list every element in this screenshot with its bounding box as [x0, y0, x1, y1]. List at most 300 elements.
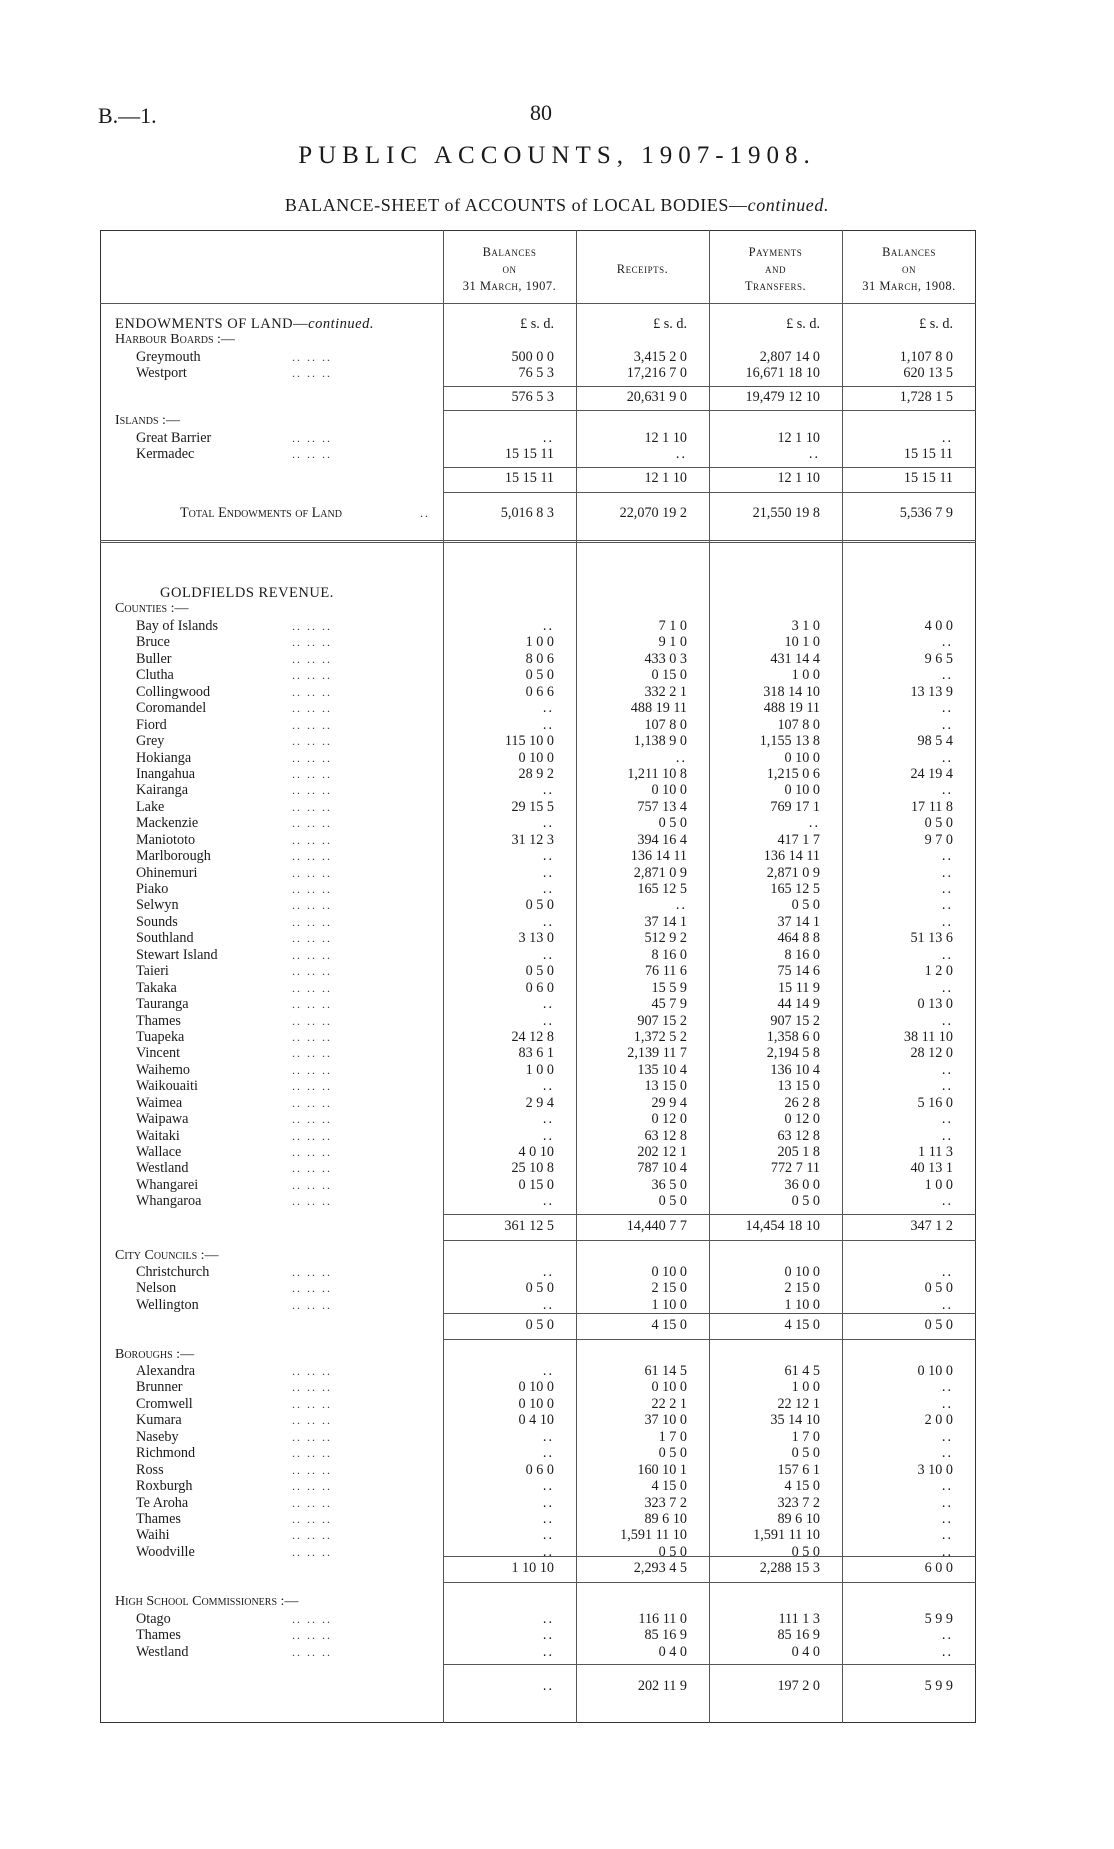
value-v1: 0 5 0 [525, 963, 554, 980]
value-v2: 165 12 5 [637, 881, 687, 897]
row-name: Te Aroha [136, 1494, 189, 1511]
row-name: Marlborough [136, 848, 211, 865]
value-v2: .. [675, 749, 687, 766]
value-v1: .. [542, 1527, 554, 1544]
value-v4: .. [941, 1061, 953, 1078]
unit-header: £ s. d. [786, 316, 820, 332]
value-v1: .. [542, 1012, 554, 1029]
leader-dots: .. .. .. [292, 1429, 332, 1444]
value-v3: 8 16 0 [784, 946, 820, 963]
value-v2: 0 5 0 [658, 1193, 687, 1210]
value-v1: 500 0 0 [511, 349, 554, 365]
header-line: Receipts. [616, 262, 669, 276]
value-v3: 0 5 0 [791, 1193, 820, 1210]
value-v2: 202 12 1 [637, 1144, 687, 1160]
value-v2: 61 14 5 [644, 1363, 687, 1379]
value-v4: .. [941, 1478, 953, 1495]
grand-total-label: Total Endowments of Land [180, 505, 342, 521]
table-row [0, 750, 1114, 766]
value-v1: 25 10 8 [511, 1160, 554, 1177]
table-row [0, 1462, 1114, 1478]
leader-dots: .. .. .. [292, 1112, 332, 1127]
value-v3: 431 14 4 [770, 650, 820, 667]
group-heading: Islands :— [115, 413, 180, 428]
value-v3: .. [808, 446, 820, 463]
value-v1: .. [542, 1445, 554, 1462]
table-row [0, 684, 1114, 700]
value-v1: .. [542, 716, 554, 733]
table-row [0, 349, 1114, 365]
leader-dots: .. .. .. [292, 783, 332, 798]
value-v3: 63 12 8 [777, 1127, 820, 1144]
total-row [0, 389, 1114, 406]
leader-dots: .. .. .. [292, 734, 332, 749]
value-v1: 0 6 6 [525, 683, 554, 700]
value-v1: 0 6 0 [525, 1461, 554, 1478]
row-name: Waikouaiti [136, 1078, 198, 1095]
table-row [0, 700, 1114, 716]
row-name: Tuapeka [136, 1028, 185, 1045]
table-row [0, 996, 1114, 1012]
row-name: Taieri [136, 963, 169, 980]
value-v2: 135 10 4 [637, 1061, 687, 1078]
value-v2: 29 9 4 [651, 1094, 687, 1111]
value-v1: 28 9 2 [518, 765, 554, 782]
value-v3: 26 2 8 [784, 1094, 820, 1111]
high-school-rows [0, 1611, 1114, 1660]
value-v2: 63 12 8 [644, 1127, 687, 1144]
row-name: Waihemo [136, 1061, 191, 1078]
leader-dots: .. .. .. [292, 931, 332, 946]
value-v2: 4 15 0 [651, 1478, 687, 1495]
page-number: 80 [530, 100, 552, 125]
header-line: and [765, 262, 786, 276]
value-v1: 1 0 0 [525, 634, 554, 651]
value-v2: 76 11 6 [644, 963, 687, 980]
report-reference: B.—1. [98, 103, 157, 128]
value-v3: 2,807 14 0 [759, 349, 820, 365]
leader-dots: .. .. .. [292, 1628, 332, 1643]
row-name: Selwyn [136, 897, 179, 914]
value-v1: 83 6 1 [518, 1045, 554, 1062]
leader-dots: .. .. .. [292, 947, 332, 962]
value-v1: 0 10 0 [518, 1379, 554, 1396]
leader-dots: .. .. .. [292, 1079, 332, 1094]
row-name: Woodville [136, 1543, 195, 1560]
value-v2: 0 10 0 [651, 1379, 687, 1396]
leader-dots: .. .. .. [292, 1495, 332, 1510]
group-heading: Boroughs :— [115, 1347, 195, 1362]
value-v1: .. [542, 1296, 554, 1313]
value-v3: 1,591 11 10 [753, 1527, 820, 1544]
value-v1: 1 0 0 [525, 1061, 554, 1078]
value-v3: 205 1 8 [777, 1144, 820, 1160]
value-v2: 0 5 0 [658, 815, 687, 832]
table-row [0, 980, 1114, 996]
value-v4: 5 16 0 [917, 1094, 953, 1111]
value-v2: 323 7 2 [644, 1494, 687, 1511]
value-v3: 772 7 11 [770, 1160, 820, 1177]
value-v3: 0 10 0 [784, 782, 820, 799]
value-v4: 347 1 2 [910, 1218, 953, 1234]
subtotal-rule [443, 1313, 976, 1314]
value-v3: 197 2 0 [777, 1678, 820, 1694]
table-row [0, 766, 1114, 782]
value-v4: .. [941, 749, 953, 766]
value-v1: 3 13 0 [518, 930, 554, 947]
value-v4: 1,107 8 0 [899, 349, 953, 365]
value-v2: 8 16 0 [651, 946, 687, 963]
value-v1: .. [542, 1111, 554, 1128]
value-v1: .. [542, 913, 554, 930]
row-name: Richmond [136, 1445, 196, 1462]
value-v1: 0 5 0 [525, 1317, 554, 1333]
value-v2: 787 10 4 [637, 1160, 687, 1177]
row-name: Southland [136, 930, 194, 947]
table-row [0, 1193, 1114, 1209]
leader-dots: .. .. .. [292, 447, 332, 462]
subtitle-italic: continued. [747, 195, 830, 215]
value-v2: 2,871 0 9 [633, 864, 687, 881]
value-v1: 76 5 3 [518, 365, 554, 382]
row-name: Thames [136, 1012, 181, 1029]
table-row [0, 1495, 1114, 1511]
value-v4: .. [941, 897, 953, 914]
value-v4: .. [941, 1445, 953, 1462]
table-row [0, 1511, 1114, 1527]
row-name: Lake [136, 798, 165, 815]
leader-dots: .. .. .. [292, 1161, 332, 1176]
value-v4: .. [941, 700, 953, 717]
value-v4: 98 5 4 [917, 733, 953, 750]
row-name: Tauranga [136, 996, 189, 1013]
section-title-main: ENDOWMENTS OF LAND— [115, 316, 309, 332]
value-v2: 85 16 9 [644, 1627, 687, 1644]
row-name: Waipawa [136, 1111, 189, 1128]
table-row [0, 733, 1114, 749]
table-row [0, 1029, 1114, 1045]
grand-total-v4: 5,536 7 9 [899, 505, 953, 521]
value-v2: 1,211 10 8 [627, 765, 687, 782]
value-v4: 1,728 1 5 [899, 389, 953, 405]
endowments-grand-total [0, 505, 1114, 522]
section-title: GOLDFIELDS REVENUE. [160, 585, 334, 601]
value-v4: 3 10 0 [917, 1461, 953, 1478]
section-title [115, 316, 374, 332]
header-line: 31 March, 1908. [862, 279, 956, 293]
leader-dots: .. .. .. [292, 997, 332, 1012]
value-v3: 44 14 9 [777, 996, 820, 1013]
value-v2: 0 5 0 [658, 1543, 687, 1560]
leader-dots: .. .. .. [292, 1029, 332, 1044]
value-v2: 17,216 7 0 [626, 365, 687, 382]
value-v4: 1 0 0 [924, 1176, 953, 1193]
value-v3: 488 19 11 [763, 700, 820, 717]
leader-dots: .. .. .. [292, 366, 332, 381]
leader-dots: .. .. .. [292, 1145, 332, 1159]
value-v2: 13 15 0 [644, 1078, 687, 1095]
row-name: Wallace [136, 1144, 182, 1160]
value-v4: .. [941, 1510, 953, 1527]
boroughs-heading-row [0, 1347, 1114, 1363]
value-v4: 13 13 9 [910, 683, 953, 700]
value-v3: 37 14 1 [777, 913, 820, 930]
value-v4: .. [941, 667, 953, 684]
table-row [0, 667, 1114, 683]
table-row [0, 1396, 1114, 1412]
subtotal-rule [443, 467, 976, 468]
high-school-total [0, 1678, 1114, 1695]
table-row [0, 1379, 1114, 1395]
value-v4: .. [941, 1527, 953, 1544]
value-v2: 0 12 0 [651, 1111, 687, 1128]
value-v3: 22 12 1 [777, 1395, 820, 1412]
leader-dots: .. .. .. [292, 1281, 332, 1296]
column-header-balances-1908 [842, 244, 976, 295]
value-v2: 907 15 2 [637, 1012, 687, 1029]
table-row [0, 799, 1114, 815]
value-v3: 1,155 13 8 [759, 733, 820, 750]
row-name: Christchurch [136, 1264, 210, 1280]
table-row [0, 1144, 1114, 1160]
value-v2: 160 10 1 [637, 1461, 687, 1478]
table-row [0, 1013, 1114, 1029]
row-name: Clutha [136, 667, 174, 684]
subtotal-rule [443, 1240, 976, 1241]
islands-total [0, 470, 1114, 487]
table-row [0, 618, 1114, 634]
value-v1: 4 0 10 [518, 1144, 554, 1160]
row-name: Great Barrier [136, 430, 212, 446]
value-v4: .. [941, 864, 953, 881]
leader-dots: .. .. .. [292, 799, 332, 814]
row-name: Collingwood [136, 683, 211, 700]
table-row [0, 430, 1114, 446]
leader-dots: .. .. .. [292, 1177, 332, 1192]
value-v4: .. [941, 1627, 953, 1644]
row-name: Whangaroa [136, 1193, 202, 1210]
value-v3: 907 15 2 [770, 1012, 820, 1029]
table-row [0, 1111, 1114, 1127]
group-heading: Harbour Boards :— [115, 332, 235, 348]
value-v2: 37 14 1 [644, 913, 687, 930]
value-v3: 0 5 0 [791, 1543, 820, 1560]
value-v3: 19,479 12 10 [745, 389, 820, 405]
value-v1: .. [542, 782, 554, 799]
value-v4: 6 0 0 [924, 1560, 953, 1576]
islands-rows [0, 430, 1114, 463]
table-row [0, 1363, 1114, 1379]
boroughs-total [0, 1560, 1114, 1577]
value-v4: 15 15 11 [903, 470, 953, 486]
value-v4: .. [941, 782, 953, 799]
value-v2: 394 16 4 [637, 831, 687, 848]
value-v4: 5 9 9 [924, 1611, 953, 1627]
value-v2: 15 5 9 [651, 979, 687, 996]
header-line: on [902, 262, 916, 276]
value-v2: 107 8 0 [644, 716, 687, 733]
table-row [0, 881, 1114, 897]
table-row [0, 1062, 1114, 1078]
table-row [0, 914, 1114, 930]
table-row [0, 1644, 1114, 1660]
table-row [0, 1177, 1114, 1193]
value-v3: 13 15 0 [777, 1078, 820, 1095]
value-v3: 323 7 2 [777, 1494, 820, 1511]
value-v2: 1,372 5 2 [633, 1028, 687, 1045]
row-name: Waimea [136, 1094, 183, 1111]
section-double-rule [100, 540, 976, 543]
city-total [0, 1317, 1114, 1334]
total-row [0, 1218, 1114, 1235]
table-row [0, 446, 1114, 462]
subtotal-rule [443, 1214, 976, 1215]
value-v2: 7 1 0 [658, 618, 687, 634]
leader-dots: .. .. .. [292, 1364, 332, 1378]
row-name: Ross [136, 1461, 164, 1478]
value-v3: 0 10 0 [784, 1264, 820, 1280]
boroughs-rows [0, 1363, 1114, 1560]
leader-dots: .. .. .. [292, 849, 332, 864]
row-name: Maniototo [136, 831, 196, 848]
table-row [0, 1160, 1114, 1176]
row-name: Otago [136, 1611, 171, 1627]
endowments-section [0, 316, 1114, 349]
row-name: Roxburgh [136, 1478, 193, 1495]
header-line: Transfers. [744, 279, 807, 293]
table-row [0, 963, 1114, 979]
value-v1: 0 5 0 [525, 1280, 554, 1297]
value-v3: 16,671 18 10 [745, 365, 820, 382]
value-v4: .. [941, 716, 953, 733]
leader-dots: .. .. .. [292, 350, 332, 364]
value-v4: 38 11 10 [903, 1028, 953, 1045]
value-v1: .. [542, 1543, 554, 1560]
value-v1: .. [542, 996, 554, 1013]
leader-dots: .. .. .. [292, 766, 332, 781]
value-v4: .. [941, 1078, 953, 1095]
value-v3: 0 10 0 [784, 749, 820, 766]
table-row [0, 717, 1114, 733]
value-v3: 14,454 18 10 [745, 1218, 820, 1234]
value-v1: .. [542, 1478, 554, 1495]
value-v4: .. [941, 1494, 953, 1511]
page-subtitle [0, 195, 1114, 216]
value-v3: 75 14 6 [777, 963, 820, 980]
row-name: Bay of Islands [136, 618, 218, 634]
value-v4: .. [941, 979, 953, 996]
value-v3: 10 1 0 [784, 634, 820, 651]
value-v2: 0 4 0 [658, 1643, 687, 1660]
leader-dots: .. .. .. [292, 882, 332, 896]
value-v1: 0 15 0 [518, 1176, 554, 1193]
header-line: on [502, 262, 517, 276]
table-row [0, 930, 1114, 946]
leader-dots: .. .. .. [292, 1462, 332, 1477]
table-row [0, 947, 1114, 963]
value-v4: 1 2 0 [924, 963, 953, 980]
high-school-heading-row [0, 1594, 1114, 1610]
value-v4: 0 5 0 [924, 1317, 953, 1333]
row-name: Takaka [136, 979, 177, 996]
value-v1: .. [542, 881, 554, 897]
value-v2: 1,591 11 10 [620, 1527, 687, 1544]
value-v3: 12 1 10 [777, 430, 820, 446]
total-row [0, 1678, 1114, 1695]
value-v1: .. [542, 1428, 554, 1445]
table-row [0, 1544, 1114, 1560]
value-v3: 1 7 0 [791, 1428, 820, 1445]
value-v1: 15 15 11 [504, 446, 554, 463]
row-name: Thames [136, 1510, 181, 1527]
value-v3: 1,215 0 6 [766, 765, 820, 782]
value-v3: 769 17 1 [770, 798, 820, 815]
value-v4: 1 11 3 [918, 1144, 953, 1160]
row-name: Westland [136, 1160, 189, 1177]
value-v4: .. [941, 1395, 953, 1412]
value-v1: 0 10 0 [518, 1395, 554, 1412]
leader-dots: .. .. .. [292, 1194, 332, 1209]
table-row [0, 897, 1114, 913]
row-name: Stewart Island [136, 946, 218, 963]
group-heading: High School Commissioners :— [115, 1594, 299, 1609]
value-v3: 3 1 0 [791, 618, 820, 634]
row-name: Buller [136, 650, 172, 667]
value-v3: 2,194 5 8 [766, 1045, 820, 1062]
grand-total-v3: 21,550 19 8 [752, 505, 820, 521]
row-name: Kermadec [136, 446, 195, 463]
value-v1: .. [542, 1127, 554, 1144]
value-v4: 2 0 0 [924, 1412, 953, 1429]
value-v3: 85 16 9 [777, 1627, 820, 1644]
leader-dots: .. .. .. [292, 668, 332, 683]
leader-dots: .. .. .. [292, 1046, 332, 1061]
value-v2: 116 11 0 [638, 1611, 687, 1627]
table-row [0, 815, 1114, 831]
column-header-receipts [576, 261, 709, 278]
value-v4: 9 7 0 [924, 831, 953, 848]
value-v3: 15 11 9 [777, 979, 820, 996]
value-v1: .. [542, 1078, 554, 1095]
leader-dots: .. .. .. [292, 701, 332, 716]
value-v2: 1,138 9 0 [633, 733, 687, 750]
value-v2: 202 11 9 [637, 1678, 687, 1694]
value-v1: 2 9 4 [525, 1094, 554, 1111]
value-v4: 0 13 0 [917, 996, 953, 1013]
leader-dots: .. .. .. [292, 651, 332, 666]
value-v1: .. [542, 1643, 554, 1660]
value-v3: 1 10 0 [784, 1296, 820, 1313]
value-v3: 136 14 11 [763, 848, 820, 865]
row-name: Mackenzie [136, 815, 199, 832]
value-v2: 20,631 9 0 [626, 389, 687, 405]
subtotal-rule [443, 1339, 976, 1340]
value-v1: 8 0 6 [525, 650, 554, 667]
value-v3: 2,288 15 3 [759, 1560, 820, 1576]
value-v4: 0 5 0 [924, 815, 953, 832]
value-v3: 2 15 0 [784, 1280, 820, 1297]
table-row [0, 1095, 1114, 1111]
row-name: Westport [136, 365, 187, 382]
value-v3: 318 14 10 [763, 683, 820, 700]
table-row [0, 1611, 1114, 1627]
value-v2: 488 19 11 [630, 700, 687, 717]
goldfields-section [0, 585, 1114, 618]
leader-dots: .. .. .. [292, 964, 332, 979]
unit-header: £ s. d. [520, 316, 554, 332]
value-v4: 15 15 11 [903, 446, 953, 463]
row-name: Grey [136, 733, 165, 750]
